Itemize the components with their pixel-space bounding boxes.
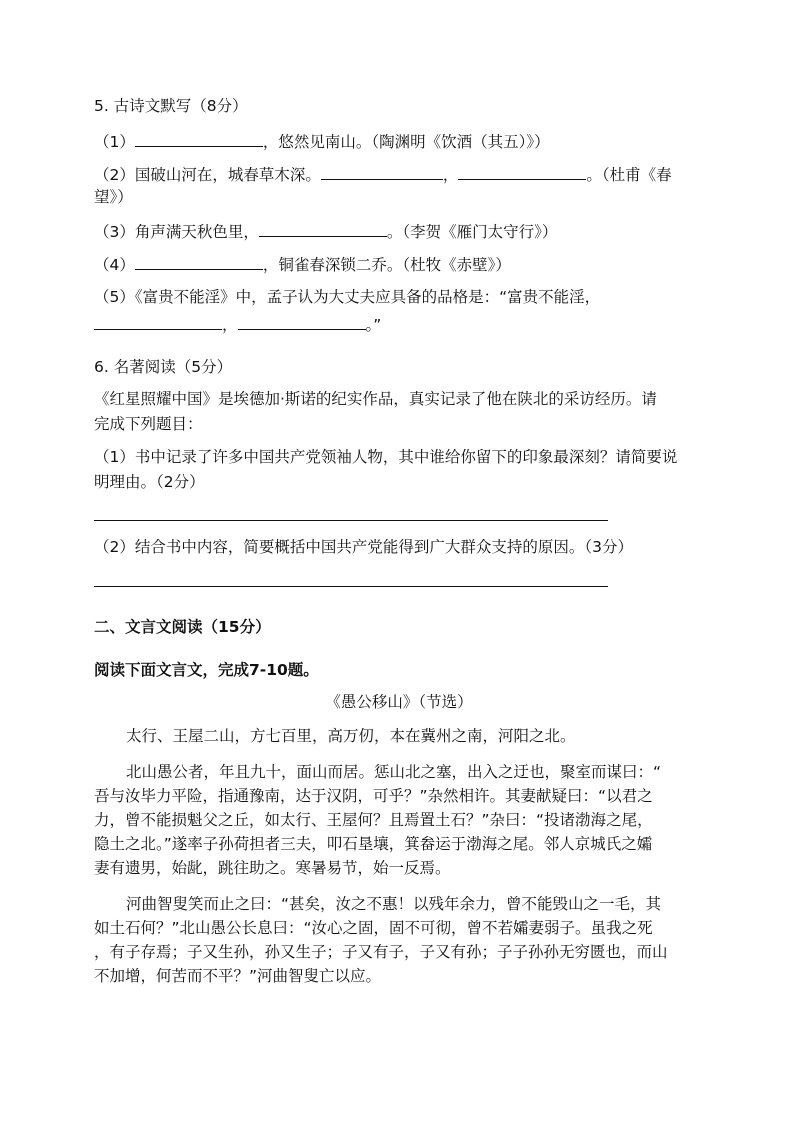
answer-blank[interactable] [458, 163, 586, 180]
q6-title: 6. 名著阅读（5分） [94, 358, 233, 376]
section-heading: 二、文言文阅读（15分） [94, 618, 271, 636]
passage-p3-line: 河曲智叟笑而止之曰：“甚矣，汝之不惠！以残年余力，曾不能毁山之一毛，其 [126, 895, 662, 913]
q5-item-5-comma: ， [222, 316, 238, 334]
q6-intro-line-1: 《红星照耀中国》是埃德加·斯诺的纪实作品，真实记录了他在陕北的采访经历。请 [94, 390, 657, 408]
q6-sub-2: （2）结合书中内容，简要概括中国共产党能得到广大群众支持的原因。（3分） [94, 538, 633, 556]
section-instruction: 阅读下面文言文，完成7-10题。 [94, 661, 319, 679]
passage-p3-line: 如土石何？”北山愚公长息曰：“汝心之固，固不可彻，曾不若孀妻弱子。虽我之死 [94, 919, 653, 937]
q5-item-2-text: 。（杜甫《春 [586, 166, 672, 184]
q5-item-3-prefix: （3）角声满天秋色里， [94, 223, 259, 241]
passage-p3-line: 不加增，何苦而不平？”河曲智叟亡以应。 [94, 967, 382, 985]
q5-item-2-comma: ， [442, 166, 459, 184]
passage-p3-line: ，有子存焉；子又生孙，孙又生子；子又有子，子又有孙；子子孙孙无穷匮也，而山 [94, 943, 668, 961]
q5-item-5: （5）《富贵不能淫》中，孟子认为大丈夫应具备的品格是：“富贵不能淫， [94, 288, 601, 306]
q5-item-1 [94, 130, 550, 152]
answer-blank[interactable] [238, 313, 366, 330]
q5-item-2-continued: 望》） [94, 188, 133, 206]
answer-blank[interactable] [135, 253, 263, 270]
answer-blank[interactable] [259, 220, 387, 237]
q5-item-2-prefix: （2）国破山河在，城春草木深。 [94, 166, 321, 184]
q5-item-1-prefix: （1） [94, 133, 135, 151]
passage-p2-line: 隐土之北。”遂率子孙荷担者三夫，叩石垦壤，箕畚运于渤海之尾。邻人京城氏之孀 [94, 835, 653, 853]
answer-line[interactable] [94, 520, 608, 521]
q5-item-3 [94, 220, 557, 242]
q5-item-3-text: 。（李贺《雁门太守行》） [386, 223, 558, 241]
answer-line[interactable] [94, 586, 608, 587]
answer-blank[interactable] [321, 163, 443, 180]
q5-item-5-close: 。” [365, 316, 382, 334]
q5-item-4-text: ，铜雀春深锁二乔。（杜牧《赤壁》） [262, 256, 511, 274]
q6-sub-1-line-1: （1）书中记录了许多中国共产党领袖人物，其中谁给你留下的印象最深刻？请简要说 [94, 448, 678, 466]
q6-intro-line-2: 完成下列题目： [94, 415, 203, 433]
passage-paragraph-1: 太行、王屋二山，方七百里，高万仞，本在冀州之南，河阳之北。 [126, 727, 576, 745]
passage-p2-line: 力，曾不能损魁父之丘，如太行、王屋何？且焉置土石？”杂曰：“投诸渤海之尾， [94, 811, 653, 829]
q5-item-2 [94, 163, 672, 185]
q5-item-4 [94, 253, 511, 275]
passage-title: 《愚公移山》（节选） [325, 693, 473, 711]
q5-title: 5. 古诗文默写（8分） [94, 97, 248, 115]
answer-blank[interactable] [135, 130, 263, 147]
q5-item-5-blanks [94, 313, 381, 335]
q5-item-4-prefix: （4） [94, 256, 135, 274]
q5-item-1-text: ，悠然见南山。（陶渊明《饮酒（其五）》） [262, 133, 550, 151]
q6-sub-1-line-2: 明理由。（2分） [94, 473, 205, 491]
passage-p2-line: 北山愚公者，年且九十，面山而居。惩山北之塞，出入之迂也，聚室而谋曰：“ [126, 763, 662, 781]
answer-blank[interactable] [94, 313, 222, 330]
passage-p2-line: 吾与汝毕力平险，指通豫南，达于汉阴，可乎？”杂然相许。其妻献疑曰：“以君之 [94, 787, 653, 805]
passage-p2-line: 妻有遗男，始龀，跳往助之。寒暑易节，始一反焉。 [94, 859, 451, 877]
